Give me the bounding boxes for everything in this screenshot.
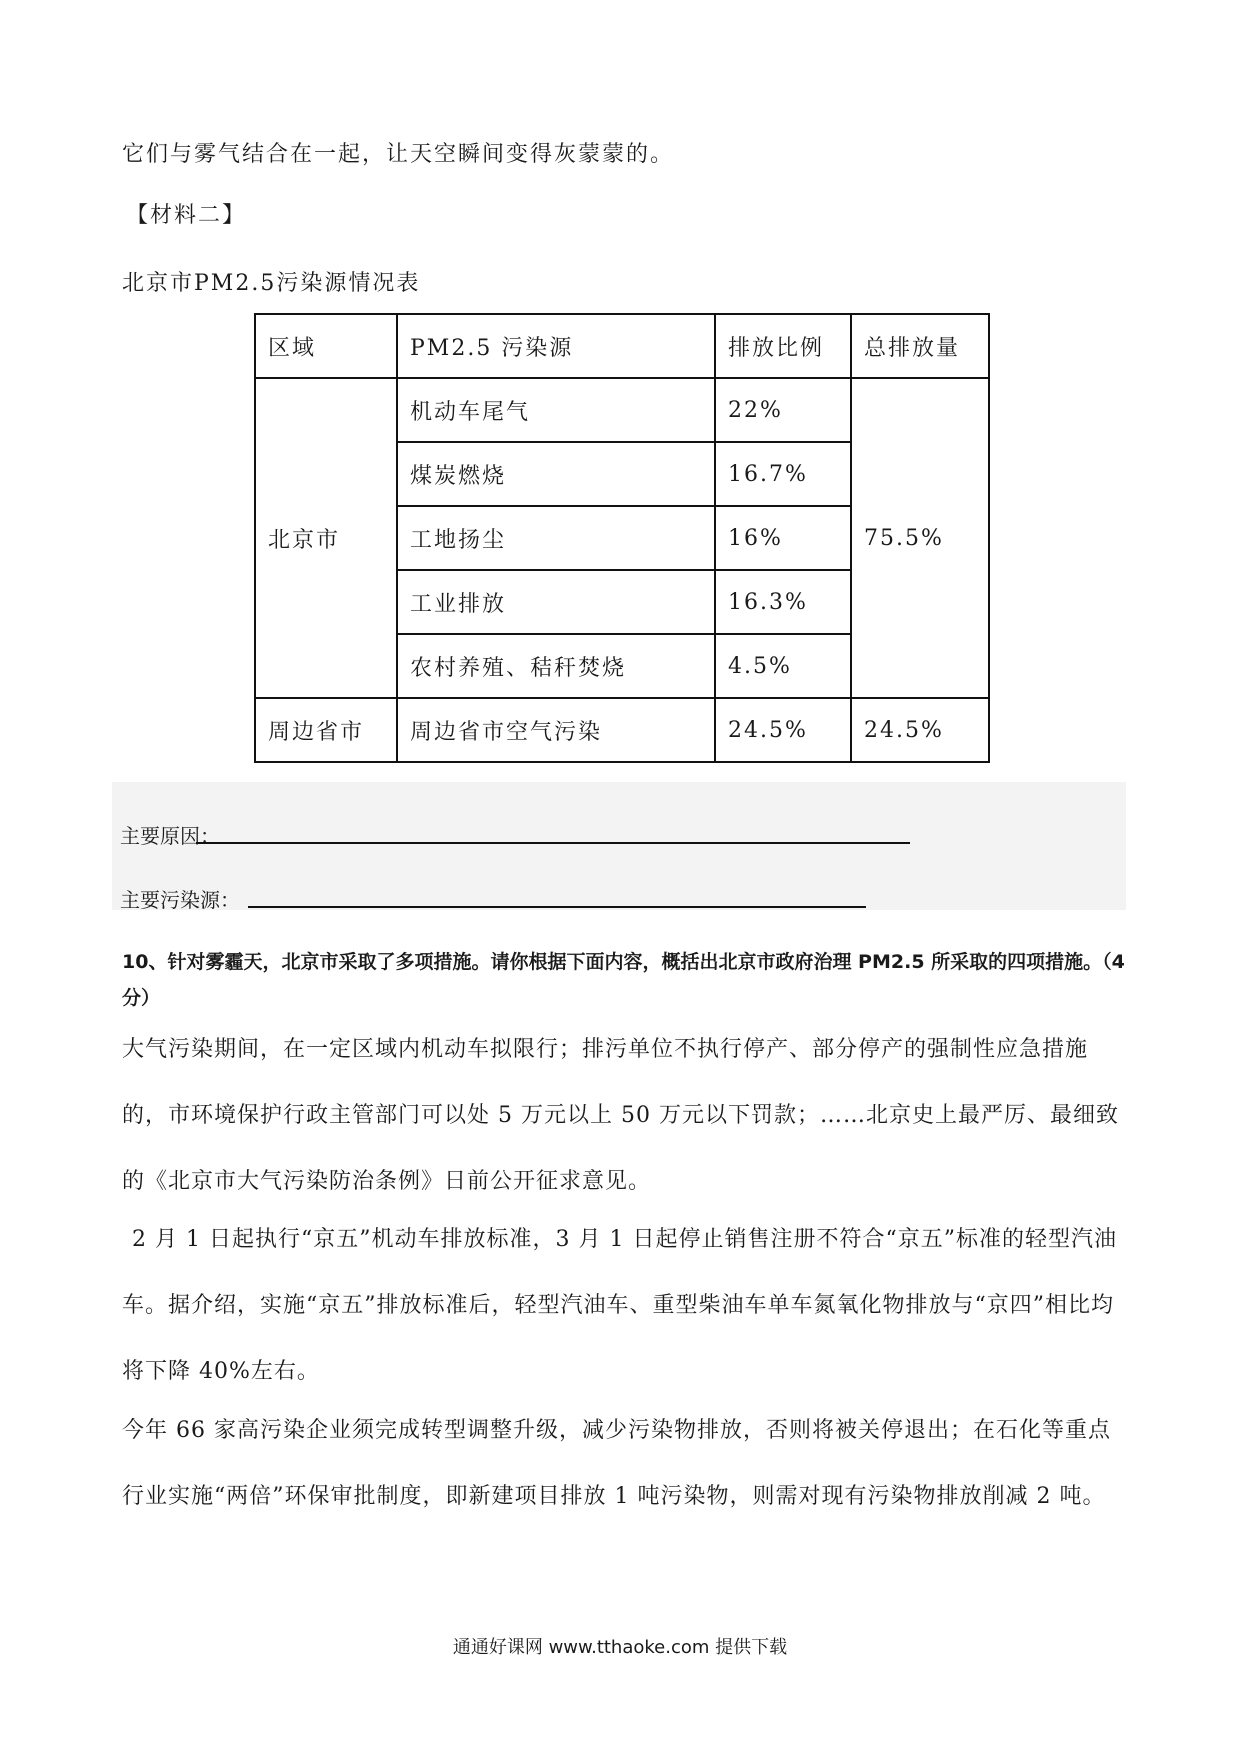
- source-cell: 机动车尾气: [397, 378, 715, 442]
- main-reason-blank[interactable]: [196, 842, 910, 844]
- table-header-row: [255, 314, 989, 378]
- source-cell: 农村养殖、秸秆焚烧: [397, 634, 715, 698]
- answer-area: [112, 782, 1126, 910]
- ratio-cell: 16.7%: [715, 442, 851, 506]
- ratio-cell: 22%: [715, 378, 851, 442]
- main-source-blank[interactable]: [248, 906, 866, 908]
- pollution-source-table: [254, 313, 990, 763]
- total-cell-periphery: 24.5%: [851, 698, 989, 762]
- main-source-label: 主要污染源：: [120, 888, 240, 912]
- intro-line: 它们与雾气结合在一起，让天空瞬间变得灰蒙蒙的。: [122, 142, 675, 167]
- table-row: [255, 378, 989, 442]
- header-region: 区域: [255, 314, 397, 378]
- source-cell: 工业排放: [397, 570, 715, 634]
- ratio-cell: 4.5%: [715, 634, 851, 698]
- table-row: [255, 698, 989, 762]
- main-source-field: [120, 884, 240, 913]
- header-source: PM2.5 污染源: [397, 314, 715, 378]
- main-reason-label: 主要原因：: [120, 824, 220, 848]
- region-cell-periphery: 周边省市: [255, 698, 397, 762]
- material-heading: 【材料二】: [126, 203, 247, 228]
- ratio-cell: 16%: [715, 506, 851, 570]
- paragraph-3: 今年 66 家高污染企业须完成转型调整升级，减少污染物排放，否则将被关停退出；在石化等重点行业实施“两倍”环保审批制度，即新建项目排放 1 吨污染物，则需对现有污染物排放削减 2 吨。: [122, 1418, 1111, 1509]
- header-ratio: 排放比例: [715, 314, 851, 378]
- source-cell: 周边省市空气污染: [397, 698, 715, 762]
- main-reason-field: [120, 820, 220, 849]
- ratio-cell: 16.3%: [715, 570, 851, 634]
- page-footer: 通通好课网 www.tthaoke.com 提供下载: [452, 1637, 788, 1658]
- paragraph-2: 2 月 1 日起执行“京五”机动车排放标准，3 月 1 日起停止销售注册不符合“京五”标准的轻型汽油车。据介绍，实施“京五”排放标准后，轻型汽油车、重型柴油车单车氮氧化物排放与“京四”相比均将下降 40%左右。: [122, 1227, 1117, 1384]
- source-cell: 煤炭燃烧: [397, 442, 715, 506]
- paragraph-1: 大气污染期间，在一定区域内机动车拟限行；排污单位不执行停产、部分停产的强制性应急措施的，市环境保护行政主管部门可以处 5 万元以上 50 万元以下罚款；……北京史上最严厉、最细致的《北京市大气污染防治条例》日前公开征求意见。: [122, 1037, 1119, 1194]
- table-title: 北京市PM2.5污染源情况表: [122, 271, 421, 296]
- ratio-cell: 24.5%: [715, 698, 851, 762]
- region-cell-beijing: 北京市: [255, 378, 397, 698]
- header-total: 总排放量: [851, 314, 989, 378]
- question-10: 10、针对雾霾天，北京市采取了多项措施。请你根据下面内容，概括出北京市政府治理 PM2.5 所采取的四项措施。（4 分）: [122, 951, 1125, 1009]
- total-cell-beijing: 75.5%: [851, 378, 989, 698]
- source-cell: 工地扬尘: [397, 506, 715, 570]
